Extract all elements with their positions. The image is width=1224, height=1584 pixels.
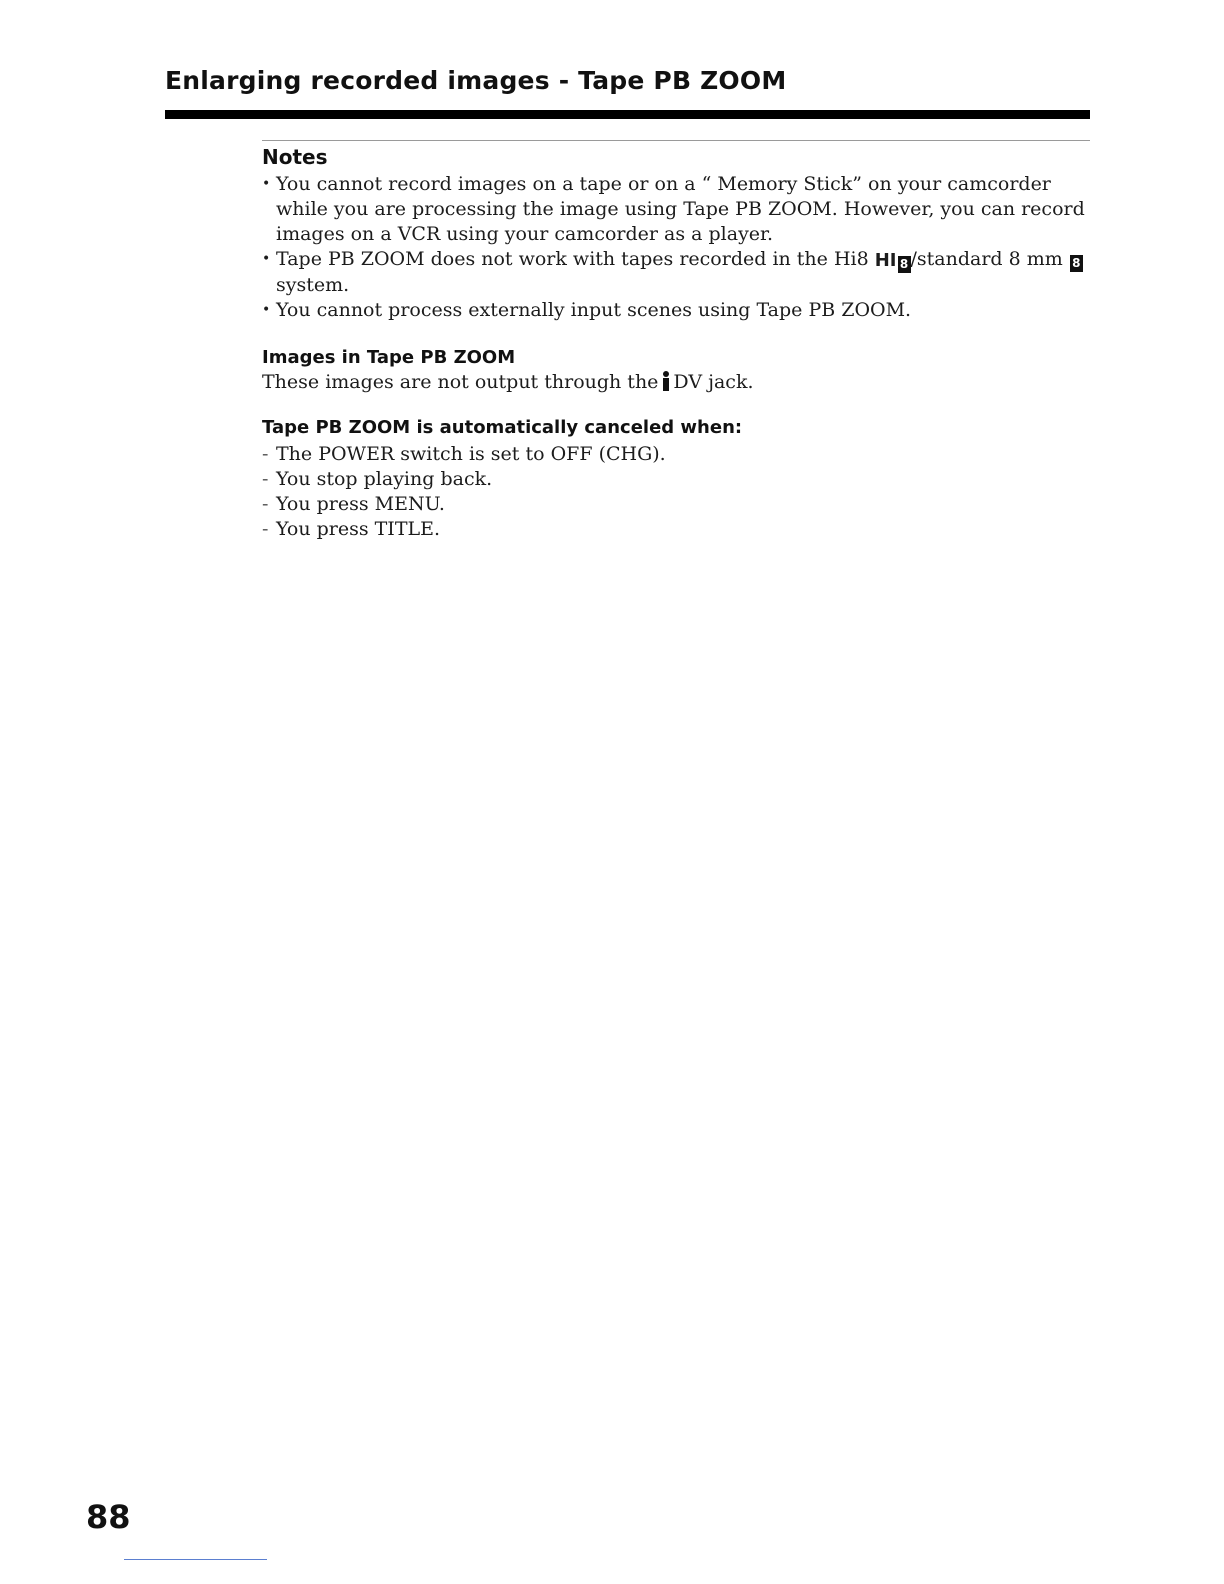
images-section-heading: Images in Tape PB ZOOM (262, 347, 516, 368)
note-text: You cannot process externally input scenes using Tape PB ZOOM. (276, 299, 912, 321)
list-item: - You stop playing back. (262, 467, 1092, 492)
hi8-logo-text: HI (874, 250, 897, 271)
footer-link-underline (124, 1559, 267, 1560)
list-item: - You press MENU. (262, 492, 1092, 517)
note-text: system. (276, 274, 350, 296)
section-divider (262, 140, 1090, 141)
cancel-section-heading: Tape PB ZOOM is automatically canceled when: (262, 417, 743, 438)
list-item (262, 247, 1092, 298)
cancel-list (262, 442, 1092, 542)
notes-heading: Notes (262, 145, 328, 169)
note-text: /standard 8 mm (910, 248, 1063, 270)
box-8-glyph: 8 (898, 256, 911, 273)
standard-8mm-icon: 8 (1070, 255, 1083, 272)
page-title: Enlarging recorded images - Tape PB ZOOM (165, 66, 787, 95)
images-text-after: DV jack. (673, 371, 754, 393)
images-text-before: These images are not output through the (262, 371, 659, 393)
hi8-logo-icon (875, 252, 911, 273)
page-number: 88 (86, 1498, 131, 1536)
list-item (262, 298, 1092, 323)
page-content (262, 144, 1092, 542)
images-section-text (262, 370, 1092, 395)
notes-list (262, 172, 1092, 323)
title-rule (165, 110, 1090, 119)
dv-jack-icon (661, 371, 671, 391)
note-text: Tape PB ZOOM does not work with tapes recorded in the Hi8 (276, 248, 869, 270)
list-item (262, 172, 1092, 247)
note-text: You cannot record images on a tape or on a “ Memory Stick” on your camcorder while you are processing the image using Tape PB ZOOM. However, you can record images on a VCR using your camcorder as a player. (276, 173, 1085, 245)
list-item: - The POWER switch is set to OFF (CHG). (262, 442, 1092, 467)
list-item: - You press TITLE. (262, 517, 1092, 542)
